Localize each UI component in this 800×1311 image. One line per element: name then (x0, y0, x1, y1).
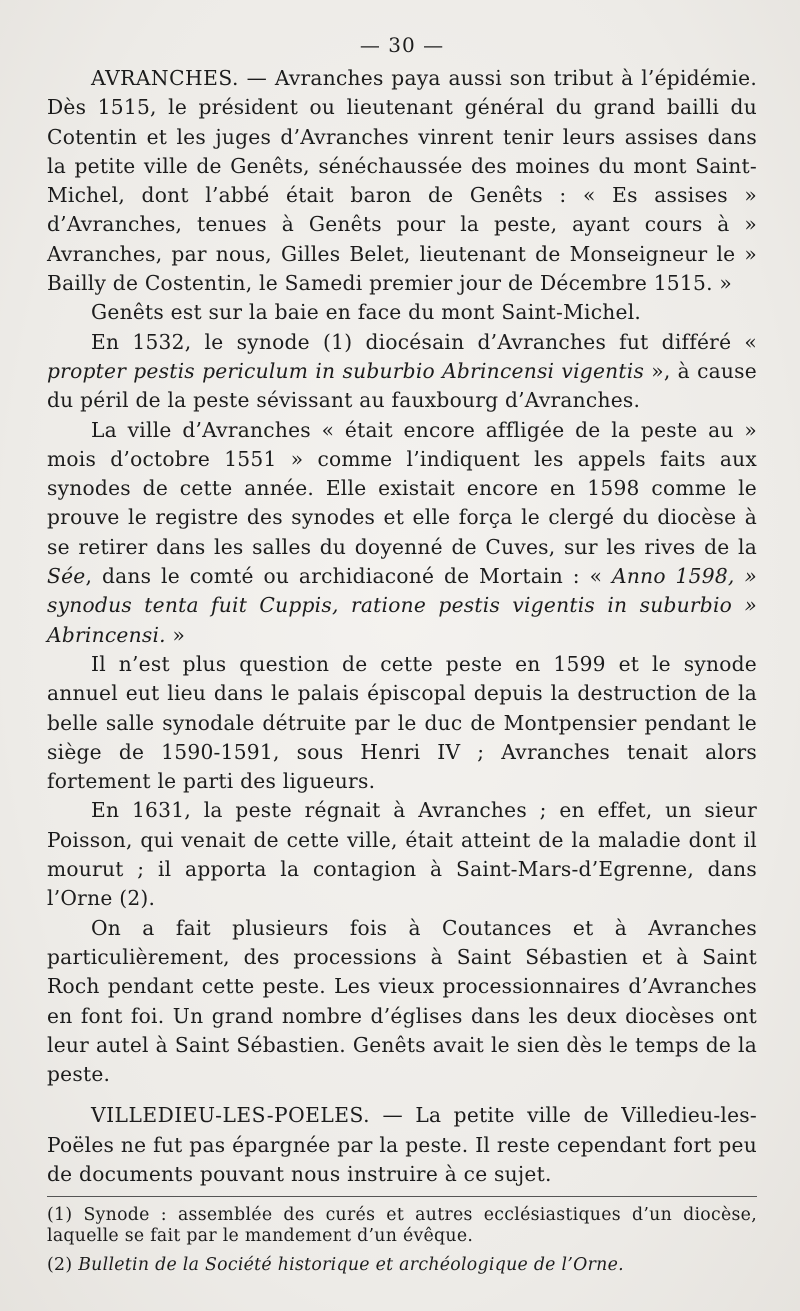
paragraph-text: », à cause du péril de la peste sévissant au fauxbourg d’Avranches. (47, 358, 757, 413)
section-gap (47, 1089, 757, 1101)
river-name: Sée (47, 564, 86, 589)
paragraph-avranches (47, 64, 757, 298)
footnote-1: (1) Synode : assemblée des curés et autres ecclésiastiques d’un diocèse, laquelle se fait par le mandement d’un évêque. (47, 1205, 757, 1246)
paragraph-text: » (165, 622, 186, 647)
latin-quote: Anno 1598, » synodus tenta fuit Cuppis, ratione pestis vigentis in suburbio » Abrincensi. (47, 564, 757, 647)
latin-quote: propter pestis periculum in suburbio Abrincensi vigentis (47, 358, 645, 383)
paragraph-text: — La petite ville de Villedieu-les-Poëles ne fut pas épargnée par la peste. Il reste cependant fort peu de documents pouvant nous instruire à ce sujet. (47, 1103, 757, 1186)
paragraph-1599: Il n’est plus question de cette peste en 1599 et le synode annuel eut lieu dans le palais épiscopal depuis la destruction de la belle salle synodale détruite par le duc de Montpensier pendant le siège de 1590-1591, sous Henri IV ; Avranches tenait alors fortement le parti des ligueurs. (47, 651, 757, 794)
paragraph-synode-1532 (47, 328, 757, 416)
paragraph-genets: Genêts est sur la baie en face du mont Saint-Michel. (91, 300, 642, 325)
paragraph-text: , dans le comté ou archidiaconé de Mortain : « (85, 564, 613, 589)
paragraph-text: — Avranches paya aussi son tribut à l’épidémie. Dès 1515, le président ou lieutenant général du grand bailli du Cotentin et les juges d’Avranches vinrent tenir leurs assises dans la petite ville de Genêts, sénéchaussée des moines du mont Saint-Michel, dont l’abbé était baron de Genêts : « Es assises » d’Avranches, tenues à Genêts pour la peste, ayant cours à » Avranches, par nous, Gilles Belet, lieutenant de Monseigneur le » Bailly de Costentin, le Samedi premier jour de Décembre 1515. » (47, 66, 757, 296)
paragraph-villedieu (47, 1101, 757, 1189)
paragraph-text: La ville d’Avranches « était encore affligée de la peste au » mois d’octobre 1551 » comme l’indiquent les appels faits aux synodes de cette année. Elle existait encore en 1598 comme le prouve le registre des synodes et elle força le clergé du diocèse à se retirer dans les salles du doyenné de Cuves, sur les rives de la (47, 417, 757, 559)
footnote-number: (2) (47, 1255, 79, 1275)
section-heading-avranches: AVRANCHES. (91, 66, 239, 90)
paragraph-1631: En 1631, la peste régnait à Avranches ; en effet, un sieur Poisson, qui venait de cette ville, était atteint de la maladie dont il mourut ; il apporta la contagion à Saint-Mars-d’Egrenne, dans l’Orne (2). (47, 798, 757, 911)
section-heading-villedieu: VILLEDIEU-LES-POELES. (91, 1103, 371, 1128)
footnote-2 (47, 1255, 757, 1276)
paragraph-1551-1598 (47, 416, 757, 650)
footnote-citation: Bulletin de la Société historique et archéologique de l’Orne. (78, 1255, 624, 1275)
paragraph-text: En 1532, le synode (1) diocésain d’Avranches fut différé « (91, 329, 757, 354)
page-number: — 30 — (359, 33, 445, 57)
paragraph-processions: On a fait plusieurs fois à Coutances et à Avranches particulièrement, des processions à Saint Sébastien et à Saint Roch pendant cette peste. Les vieux processionnaires d’Avranches en font foi. Un grand nombre d’églises dans les deux diocèses ont leur autel à Saint Sébastien. Genêts avait le sien dès le temps de la peste. (47, 915, 757, 1087)
footnotes (47, 1196, 757, 1276)
